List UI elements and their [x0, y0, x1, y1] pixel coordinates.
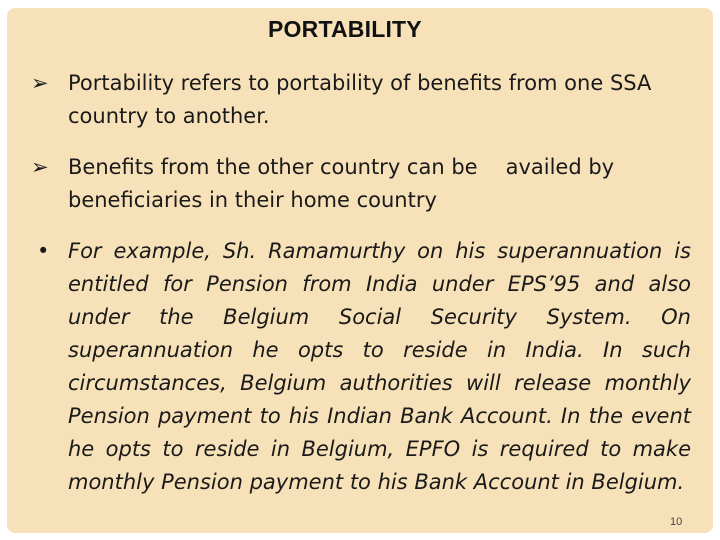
- bullet-text-part-b: availed by beneficiaries in their home country: [68, 155, 615, 212]
- bullet-item-example: [31, 235, 691, 499]
- arrow-bullet-icon: ➢: [31, 155, 49, 179]
- arrow-bullet-icon: ➢: [31, 71, 49, 95]
- slide-background: [7, 8, 713, 533]
- bullet-item-portability-definition: [31, 67, 691, 133]
- bullet-text-part-a: Benefits from the other country can be: [68, 155, 478, 179]
- bullet-text: [68, 151, 691, 217]
- dot-bullet-icon: •: [37, 239, 50, 263]
- slide-title: PORTABILITY: [268, 16, 422, 42]
- page-number: 10: [670, 516, 683, 528]
- bullet-item-benefits-availed: [31, 151, 691, 217]
- bullet-text: For example, Sh. Ramamurthy on his superannuation is entitled for Pension from India under EPS’95 and also under the Belgium Social Security System. On superannuation he opts to reside in India. In such circumstances, Belgium authorities will release monthly Pension payment to his Indian Bank Account. In the event he opts to reside in Belgium, EPFO is required to make monthly Pension payment to his Bank Account in Belgium.: [68, 239, 691, 494]
- bullet-text: Portability refers to portability of benefits from one SSA country to another.: [68, 71, 652, 128]
